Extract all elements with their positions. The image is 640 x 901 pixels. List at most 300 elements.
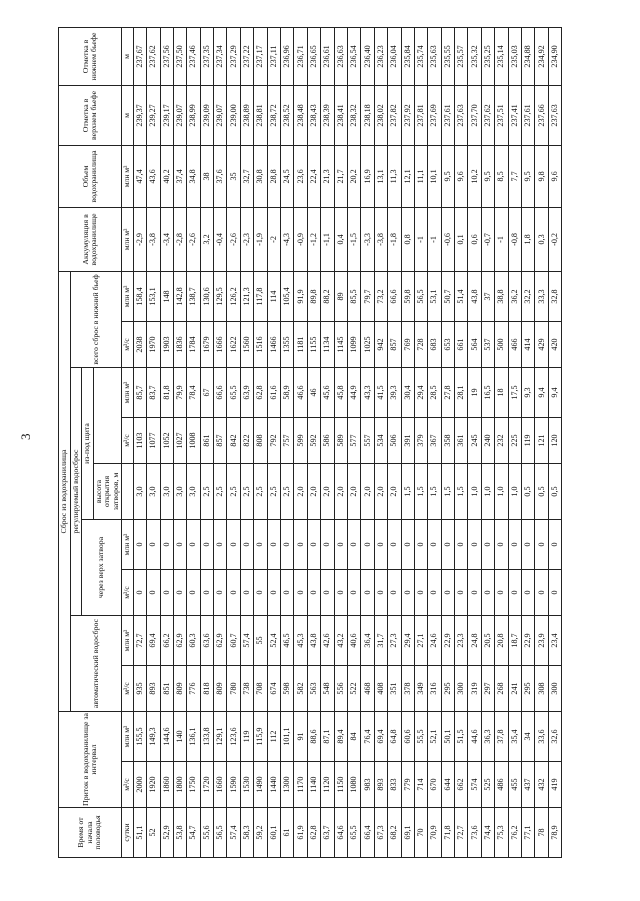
unit-volume: млн м³	[122, 271, 133, 321]
table-cell: 0	[401, 520, 414, 570]
table-cell: 589	[334, 418, 347, 464]
table-cell: 1720	[200, 762, 213, 808]
table-cell: -1,2	[307, 207, 320, 271]
table-row	[334, 27, 347, 857]
table-cell: 20,5	[481, 616, 494, 666]
table-cell: 300	[548, 666, 561, 712]
table-cell: 238,32	[347, 85, 360, 145]
table-row	[361, 27, 374, 857]
table-cell: 27,1	[414, 616, 427, 666]
table-cell: 316	[428, 666, 441, 712]
table-cell: 32,7	[240, 145, 253, 207]
table-cell: 33,3	[535, 271, 548, 321]
table-row	[401, 27, 414, 857]
table-cell: -1,9	[254, 207, 267, 271]
page-number: 3	[18, 433, 33, 440]
table-cell: 58,9	[281, 368, 294, 418]
table-cell: 46,6	[294, 368, 307, 418]
table-cell: 112	[267, 712, 280, 762]
table-cell: 2,0	[388, 464, 401, 520]
table-cell: -1	[495, 207, 508, 271]
table-cell: 22,9	[441, 616, 454, 666]
table-row	[455, 27, 468, 857]
table-cell: 53,8	[173, 808, 186, 858]
table-cell: 76,2	[508, 808, 521, 858]
table-cell: 23,3	[455, 616, 468, 666]
table-cell: 60,3	[187, 616, 200, 666]
table-cell: 1155	[307, 322, 320, 368]
table-cell: 237,70	[468, 85, 481, 145]
table-row	[468, 27, 481, 857]
table-cell: 129,1	[214, 712, 227, 762]
table-cell: 232	[495, 418, 508, 464]
table-cell: 238,52	[281, 85, 294, 145]
table-cell: 67	[200, 368, 213, 418]
table-cell: 39,3	[388, 368, 401, 418]
table-cell: 0	[254, 520, 267, 570]
table-cell: 237,11	[267, 27, 280, 85]
table-cell: 1,5	[414, 464, 427, 520]
table-cell: 76,4	[361, 712, 374, 762]
table-cell: 46	[307, 368, 320, 418]
table-cell: 300	[455, 666, 468, 712]
table-cell: 0	[254, 570, 267, 616]
table-cell: 140	[173, 712, 186, 762]
table-cell: 30,4	[401, 368, 414, 418]
table-cell: 237,62	[147, 27, 160, 85]
table-cell: 0	[414, 570, 427, 616]
table-cell: 1,0	[495, 464, 508, 520]
table-cell: 89	[334, 271, 347, 321]
table-cell: 40,6	[347, 616, 360, 666]
table-cell: 237,34	[214, 27, 227, 85]
table-cell: 75,3	[495, 808, 508, 858]
table-cell: 237,62	[481, 85, 494, 145]
table-row	[548, 27, 561, 857]
table-cell: 358	[441, 418, 454, 464]
table-cell: 237,41	[508, 85, 521, 145]
table-cell: 586	[321, 418, 334, 464]
table-cell: 37,4	[173, 145, 186, 207]
table-row	[227, 27, 240, 857]
table-row	[374, 27, 387, 857]
table-cell: 20,2	[347, 145, 360, 207]
table-cell: 564	[468, 322, 481, 368]
table-row	[240, 27, 253, 857]
table-cell: -1,1	[321, 207, 334, 271]
table-cell: 241	[508, 666, 521, 712]
table-cell: 27,3	[388, 616, 401, 666]
table-row	[214, 27, 227, 857]
table-cell: 1,0	[508, 464, 521, 520]
table-cell: 72,7	[133, 616, 146, 666]
table-row	[147, 27, 160, 857]
table-cell: 295	[522, 666, 535, 712]
table-row	[535, 27, 548, 857]
table-cell: 91	[294, 712, 307, 762]
table-cell: 0	[160, 520, 173, 570]
table-cell: 0	[495, 520, 508, 570]
table-cell: 119	[522, 418, 535, 464]
header-time: Время от начала половодья	[59, 808, 122, 858]
table-cell: 563	[307, 666, 320, 712]
table-cell: 1560	[240, 322, 253, 368]
table-cell: 2,0	[307, 464, 320, 520]
table-cell: 237,61	[522, 85, 535, 145]
table-cell: 0	[361, 520, 374, 570]
table-cell: 557	[361, 418, 374, 464]
table-cell: -1	[428, 207, 441, 271]
table-cell: 809	[173, 666, 186, 712]
table-cell: 728	[414, 322, 427, 368]
table-cell: 237,29	[227, 27, 240, 85]
table-cell: 23,6	[294, 145, 307, 207]
table-cell: 56,5	[214, 808, 227, 858]
table-cell: 9,6	[455, 145, 468, 207]
table-cell: -3,4	[160, 207, 173, 271]
table-cell: -0,4	[214, 207, 227, 271]
table-body	[133, 27, 562, 857]
table-cell: 0	[214, 570, 227, 616]
table-cell: 64,8	[388, 712, 401, 762]
table-cell: 33,6	[535, 712, 548, 762]
table-cell: 77,1	[522, 808, 535, 858]
table-cell: 27,8	[441, 368, 454, 418]
table-cell: 235,03	[508, 27, 521, 85]
table-cell: 0,5	[535, 464, 548, 520]
table-cell: 64,6	[334, 808, 347, 858]
table-cell: 2000	[133, 762, 146, 808]
table-cell: 69,4	[147, 616, 160, 666]
table-cell: 54,7	[187, 808, 200, 858]
table-cell: 237,22	[240, 27, 253, 85]
table-cell: 237,81	[414, 85, 427, 145]
table-cell: 0	[240, 520, 253, 570]
table-cell: 0	[160, 570, 173, 616]
table-cell: 0	[548, 520, 561, 570]
unit-meter: м	[122, 85, 133, 145]
table-cell: 0	[200, 570, 213, 616]
table-cell: 0	[334, 520, 347, 570]
table-cell: 833	[388, 762, 401, 808]
header-total-downstream: всего сброс в нижний бьеф	[70, 271, 122, 367]
table-cell: 1,5	[455, 464, 468, 520]
table-cell: -1	[414, 207, 427, 271]
table-cell: 1025	[361, 322, 374, 368]
table-cell: 237,46	[187, 27, 200, 85]
table-cell: 708	[254, 666, 267, 712]
table-cell: 0	[361, 570, 374, 616]
table-cell: 238,89	[240, 85, 253, 145]
table-row	[307, 27, 320, 857]
table-cell: 2,5	[200, 464, 213, 520]
table-cell: 78,4	[187, 368, 200, 418]
table-cell: 59,2	[254, 808, 267, 858]
table-cell: 1784	[187, 322, 200, 368]
table-cell: 43,8	[468, 271, 481, 321]
table-cell: 237,63	[455, 85, 468, 145]
table-cell: 506	[388, 418, 401, 464]
table-cell: 0	[522, 570, 535, 616]
table-cell: 408	[374, 666, 387, 712]
table-cell: 52,9	[160, 808, 173, 858]
table-cell: 842	[227, 418, 240, 464]
table-cell: 87,1	[321, 712, 334, 762]
table-cell: 0	[294, 570, 307, 616]
header-over-gate: через верх затвора	[82, 520, 122, 616]
table-cell: 0	[133, 520, 146, 570]
table-cell: 556	[334, 666, 347, 712]
table-cell: 757	[281, 418, 294, 464]
table-cell: 117,8	[254, 271, 267, 321]
table-cell: 0	[401, 570, 414, 616]
table-cell: 3,0	[147, 464, 160, 520]
table-cell: 24,6	[428, 616, 441, 666]
table-cell: 818	[200, 666, 213, 712]
table-cell: 0	[535, 570, 548, 616]
table-cell: 822	[240, 418, 253, 464]
table-row	[200, 27, 213, 857]
table-cell: 9,5	[481, 145, 494, 207]
table-cell: 239,37	[133, 85, 146, 145]
table-row	[495, 27, 508, 857]
table-cell: 129,5	[214, 271, 227, 321]
table-cell: 237,67	[133, 27, 146, 85]
table-cell: 0,5	[522, 464, 535, 520]
table-cell: 238,81	[254, 85, 267, 145]
table-cell: -0,2	[548, 207, 561, 271]
table-cell: 0,3	[535, 207, 548, 271]
table-cell: -3,8	[147, 207, 160, 271]
table-cell: 1,5	[428, 464, 441, 520]
table-row	[428, 27, 441, 857]
table-cell: 1181	[294, 322, 307, 368]
table-cell: 35	[227, 145, 240, 207]
table-cell: 240	[481, 418, 494, 464]
table-cell: 153,1	[147, 271, 160, 321]
unit-volume: млн м³	[122, 207, 133, 271]
table-cell: 36,2	[508, 271, 521, 321]
table-cell: 10,1	[428, 145, 441, 207]
table-cell: 238,72	[267, 85, 280, 145]
table-row	[321, 27, 334, 857]
table-cell: 1008	[187, 418, 200, 464]
table-cell: 500	[495, 322, 508, 368]
table-cell: 0	[147, 570, 160, 616]
table-row	[388, 27, 401, 857]
table-cell: 79,7	[361, 271, 374, 321]
table-cell: 136,1	[187, 712, 200, 762]
table-cell: 21,7	[334, 145, 347, 207]
table-cell: 236,71	[294, 27, 307, 85]
table-cell: 670	[428, 762, 441, 808]
table-cell: 0	[388, 570, 401, 616]
table-cell: 0	[388, 520, 401, 570]
table-cell: 144,6	[160, 712, 173, 762]
table-cell: 1145	[334, 322, 347, 368]
table-cell: 60,7	[227, 616, 240, 666]
table-cell: 63,7	[321, 808, 334, 858]
table-cell: 239,09	[200, 85, 213, 145]
table-cell: 89,8	[307, 271, 320, 321]
table-cell: 16,5	[481, 368, 494, 418]
table-row	[173, 27, 186, 857]
table-cell: 142,8	[173, 271, 186, 321]
table-cell: 0	[508, 520, 521, 570]
table-cell: 2,5	[281, 464, 294, 520]
table-cell: 55,5	[414, 712, 427, 762]
table-cell: 239,00	[227, 85, 240, 145]
unit-volume: млн м³	[122, 712, 133, 762]
table-row	[294, 27, 307, 857]
table-cell: 942	[374, 322, 387, 368]
table-cell: -0,7	[481, 207, 494, 271]
table-cell: 10,2	[468, 145, 481, 207]
table-cell: 0	[468, 520, 481, 570]
table-cell: 238,39	[321, 85, 334, 145]
table-cell: 9,8	[535, 145, 548, 207]
table-cell: 245	[468, 418, 481, 464]
table-cell: 9,5	[441, 145, 454, 207]
table-cell: 0	[173, 570, 186, 616]
table-cell: 56,5	[414, 271, 427, 321]
table-cell: 674	[267, 666, 280, 712]
header-discharge: Сброс из водохранилища	[59, 271, 71, 711]
table-cell: 66,6	[214, 368, 227, 418]
table-cell: 43,2	[334, 616, 347, 666]
table-cell: 577	[347, 418, 360, 464]
table-cell: 45,8	[334, 368, 347, 418]
table-cell: 7,7	[508, 145, 521, 207]
table-cell: 238,41	[334, 85, 347, 145]
table-cell: 57,4	[240, 616, 253, 666]
table-cell: 0	[414, 520, 427, 570]
table-cell: 9,4	[548, 368, 561, 418]
header-from-under-gate: из-под щита	[82, 368, 94, 520]
table-cell: 0	[294, 520, 307, 570]
table-cell: 18	[495, 368, 508, 418]
table-cell: 1,5	[441, 464, 454, 520]
table-cell: 420	[548, 322, 561, 368]
unit-flow: м³/с	[122, 762, 133, 808]
table-cell: 120	[548, 418, 561, 464]
table-cell: 158,4	[133, 271, 146, 321]
table-cell: 70	[414, 808, 427, 858]
header-regulated-spillway: регулируемый водосброс	[70, 368, 82, 616]
table-cell: 1,0	[468, 464, 481, 520]
table-cell: 13,1	[374, 145, 387, 207]
table-cell: 69,1	[401, 808, 414, 858]
unit-gate-blank	[122, 464, 133, 520]
table-cell: 43,3	[361, 368, 374, 418]
table-cell: 239,07	[214, 85, 227, 145]
table-cell: 61,9	[294, 808, 307, 858]
table-cell: 738	[240, 666, 253, 712]
table-cell: 58,3	[240, 808, 253, 858]
table-cell: 55	[254, 616, 267, 666]
table-cell: 78	[535, 808, 548, 858]
table-cell: 779	[401, 762, 414, 808]
table-cell: 525	[481, 762, 494, 808]
table-cell: 0	[214, 520, 227, 570]
table-cell: 662	[455, 762, 468, 808]
table-cell: 28,8	[267, 145, 280, 207]
table-cell: 44,6	[468, 712, 481, 762]
table-cell: 237,50	[173, 27, 186, 85]
table-cell: 237,35	[200, 27, 213, 85]
header-auto-spillway: автоматический водосброс	[70, 616, 122, 712]
table-cell: 37,8	[495, 712, 508, 762]
table-cell: 983	[361, 762, 374, 808]
table-cell: 0	[508, 570, 521, 616]
table-cell: 1120	[321, 762, 334, 808]
table-cell: 1134	[321, 322, 334, 368]
table-cell: 46,5	[281, 616, 294, 666]
table-cell: 714	[414, 762, 427, 808]
table-cell: 238,18	[361, 85, 374, 145]
table-cell: 0,1	[455, 207, 468, 271]
table-cell: 2,5	[227, 464, 240, 520]
table-cell: -1,5	[347, 207, 360, 271]
table-cell: 466	[508, 322, 521, 368]
table-cell: 0	[334, 570, 347, 616]
table-cell: 38	[200, 145, 213, 207]
table-cell: 1052	[160, 418, 173, 464]
table-cell: 0	[455, 570, 468, 616]
header-gate-flow-blank	[93, 368, 122, 464]
table-cell: 2,0	[374, 464, 387, 520]
table-cell: 74,4	[481, 808, 494, 858]
table-cell: 3,0	[160, 464, 173, 520]
table-cell: 0	[548, 570, 561, 616]
table-cell: 45,3	[294, 616, 307, 666]
table-cell: 34	[522, 712, 535, 762]
table-cell: 1920	[147, 762, 160, 808]
table-cell: 57,4	[227, 808, 240, 858]
table-cell: 432	[535, 762, 548, 808]
table-cell: 0,4	[334, 207, 347, 271]
table-cell: 236,04	[388, 27, 401, 85]
table-cell: 32,8	[548, 271, 561, 321]
table-cell: 1750	[187, 762, 200, 808]
table-cell: 1150	[334, 762, 347, 808]
table-cell: 114	[267, 271, 280, 321]
table-cell: -4,3	[281, 207, 294, 271]
table-cell: 1,8	[522, 207, 535, 271]
table-cell: 0	[307, 570, 320, 616]
table-cell: 0	[200, 520, 213, 570]
table-cell: 1440	[267, 762, 280, 808]
table-cell: 780	[227, 666, 240, 712]
table-cell: 237,61	[441, 85, 454, 145]
table-cell: 534	[374, 418, 387, 464]
table-cell: 548	[321, 666, 334, 712]
table-cell: 236,23	[374, 27, 387, 85]
table-cell: 0	[374, 570, 387, 616]
table-cell: 12,1	[401, 145, 414, 207]
table-cell: 24,5	[281, 145, 294, 207]
table-cell: 3,2	[200, 207, 213, 271]
table-cell: 1027	[173, 418, 186, 464]
table-cell: -3,3	[361, 207, 374, 271]
table-cell: 1,5	[401, 464, 414, 520]
table-cell: 235,32	[468, 27, 481, 85]
table-cell: 599	[294, 418, 307, 464]
table-cell: -2,6	[227, 207, 240, 271]
table-cell: 808	[254, 418, 267, 464]
table-cell: 349	[414, 666, 427, 712]
table-cell: 22,4	[307, 145, 320, 207]
